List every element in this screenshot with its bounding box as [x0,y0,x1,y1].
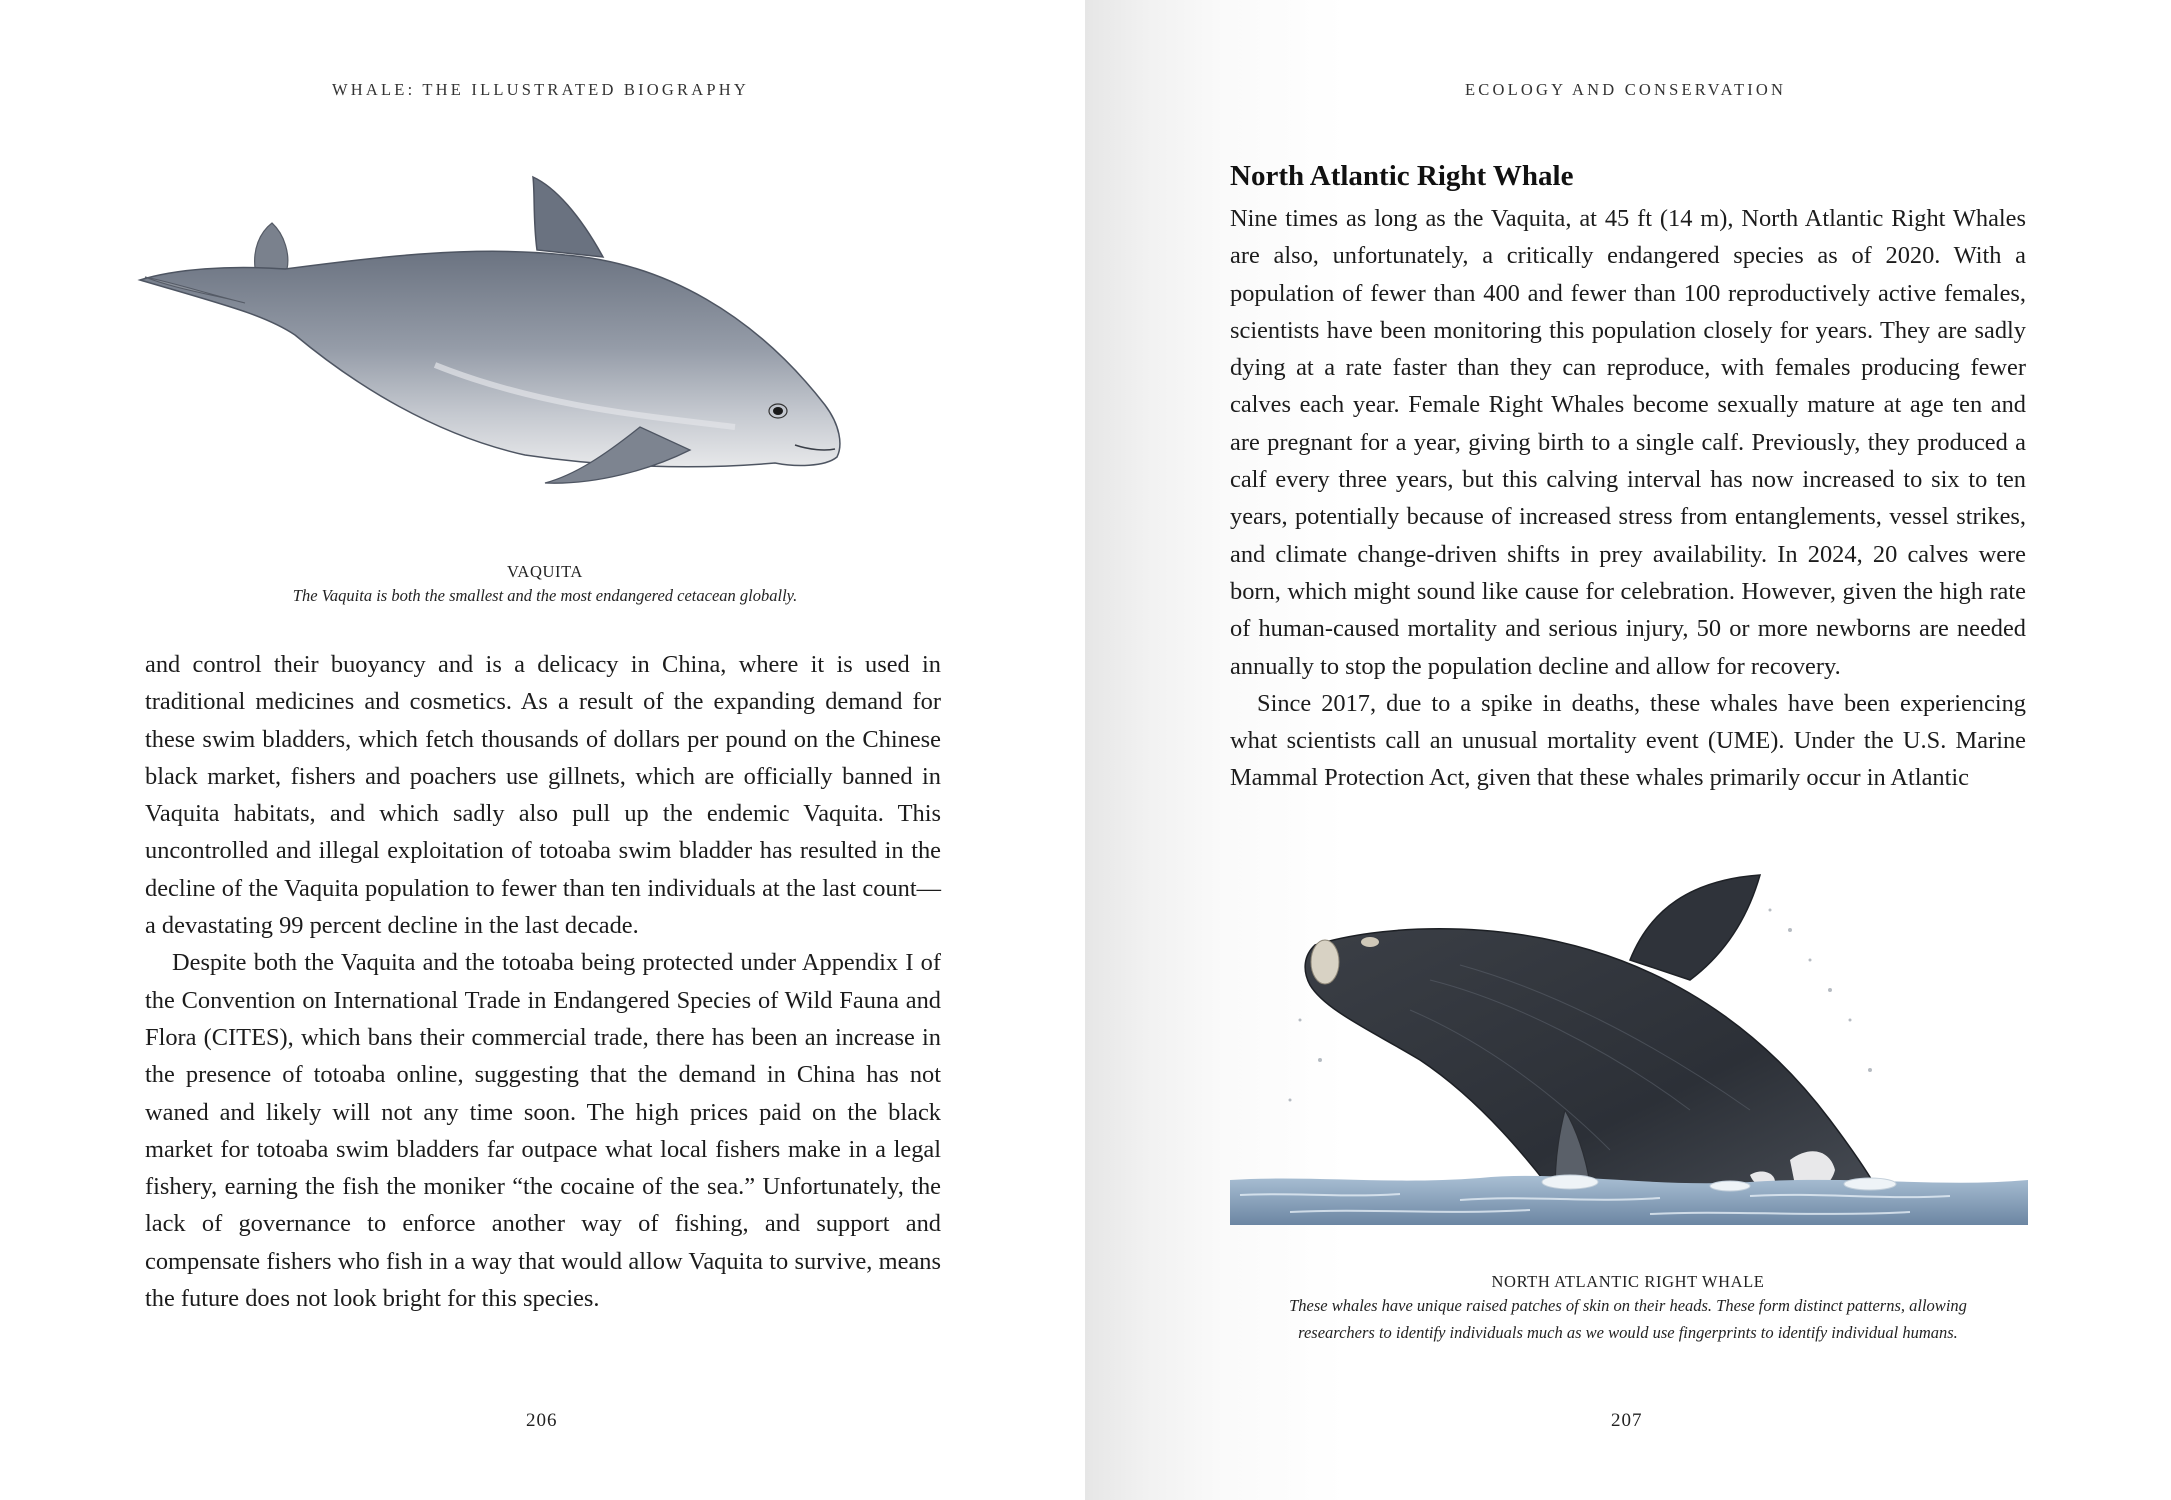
caption-text-right-whale: These whales have unique raised patches of skin on their heads. These form distinct patterns, allowing researchers to identify individuals much as we would use fingerprints to identify individual humans. [1289,1296,1967,1342]
vaquita-illustration [135,165,950,505]
caption-title-vaquita: VAQUITA [507,562,583,581]
caption-text-vaquita: The Vaquita is both the smallest and the most endangered cetacean globally. [292,586,798,605]
paragraph: Nine times as long as the Vaquita, at 45 ft (14 m), North Atlantic Right Whales are also, unfortunately, a critically endangered species as of 2020. With a population of fewer than 400 and fewer than 100 reproductively active females, scientists have been monitoring this population closely for years. They are sadly dying at a rate faster than they can reproduce, with females producing fewer calves each year. Female Right Whales become sexually mature at age ten and are pregnant for a year, giving birth to a single calf. Previously, they produced a calf every three years, but this calving interval has now increased to six to ten years, potentially because of increased stress from entanglements, vessel strikes, and climate change-driven shifts in prey availability. In 2024, 20 calves were born, which might sound like cause for celebration. However, given the high rate of human-caused mortality and serious injury, 50 or more newborns are needed annually to stop the population decline and allow for recovery. [1230,205,2026,680]
body-text-right [1230,200,2026,797]
left-page [0,0,1085,1500]
caption-title-right-whale: NORTH ATLANTIC RIGHT WHALE [1491,1272,1765,1291]
vaquita-caption [145,562,945,609]
body-text-left [145,646,941,1317]
running-head-right: ECOLOGY AND CONSERVATION [1465,80,1787,99]
right-page [1085,0,2171,1500]
right-whale-illustration [1230,870,2028,1235]
section-heading: North Atlantic Right Whale [1230,160,1574,192]
running-head-left: WHALE: THE ILLUSTRATED BIOGRAPHY [332,80,749,99]
right-whale-caption [1230,1272,2026,1346]
paragraph: Despite both the Vaquita and the totoaba being protected under Appendix I of the Convention on International Trade in Endangered Species of Wild Fauna and Flora (CITES), which bans their commercial trade, there has been an increase in the presence of totoaba online, suggesting that the demand in China has not waned and likely will not any time soon. The high prices paid on the black market for totoaba swim bladders far outpace what local fishers make in a legal fishery, earning the fish the moniker “the cocaine of the sea.” Unfortunately, the lack of governance to enforce another way of fishing, and support and compensate fishers who fish in a way that would allow Vaquita to survive, means the future does not look bright for this species. [145,949,941,1313]
paragraph: and control their buoyancy and is a delicacy in China, where it is used in traditional medicines and cosmetics. As a result of the expanding demand for these swim bladders, which fetch thousands of dollars per pound on the Chinese black market, fishers and poachers use gillnets, which are officially banned in Vaquita habitats, and which sadly also pull up the endemic Vaquita. This uncontrolled and illegal exploitation of totoaba swim bladder has resulted in the decline of the Vaquita population to fewer than ten individuals at the last count—a devastating 99 percent decline in the last decade. [145,651,941,940]
page-number-right: 207 [1611,1410,1643,1431]
page-number-left: 206 [526,1410,558,1431]
paragraph: Since 2017, due to a spike in deaths, these whales have been experiencing what scientists call an unusual mortality event (UME). Under the U.S. Marine Mammal Protection Act, given that these whales primarily occur in Atlantic [1230,689,2026,792]
